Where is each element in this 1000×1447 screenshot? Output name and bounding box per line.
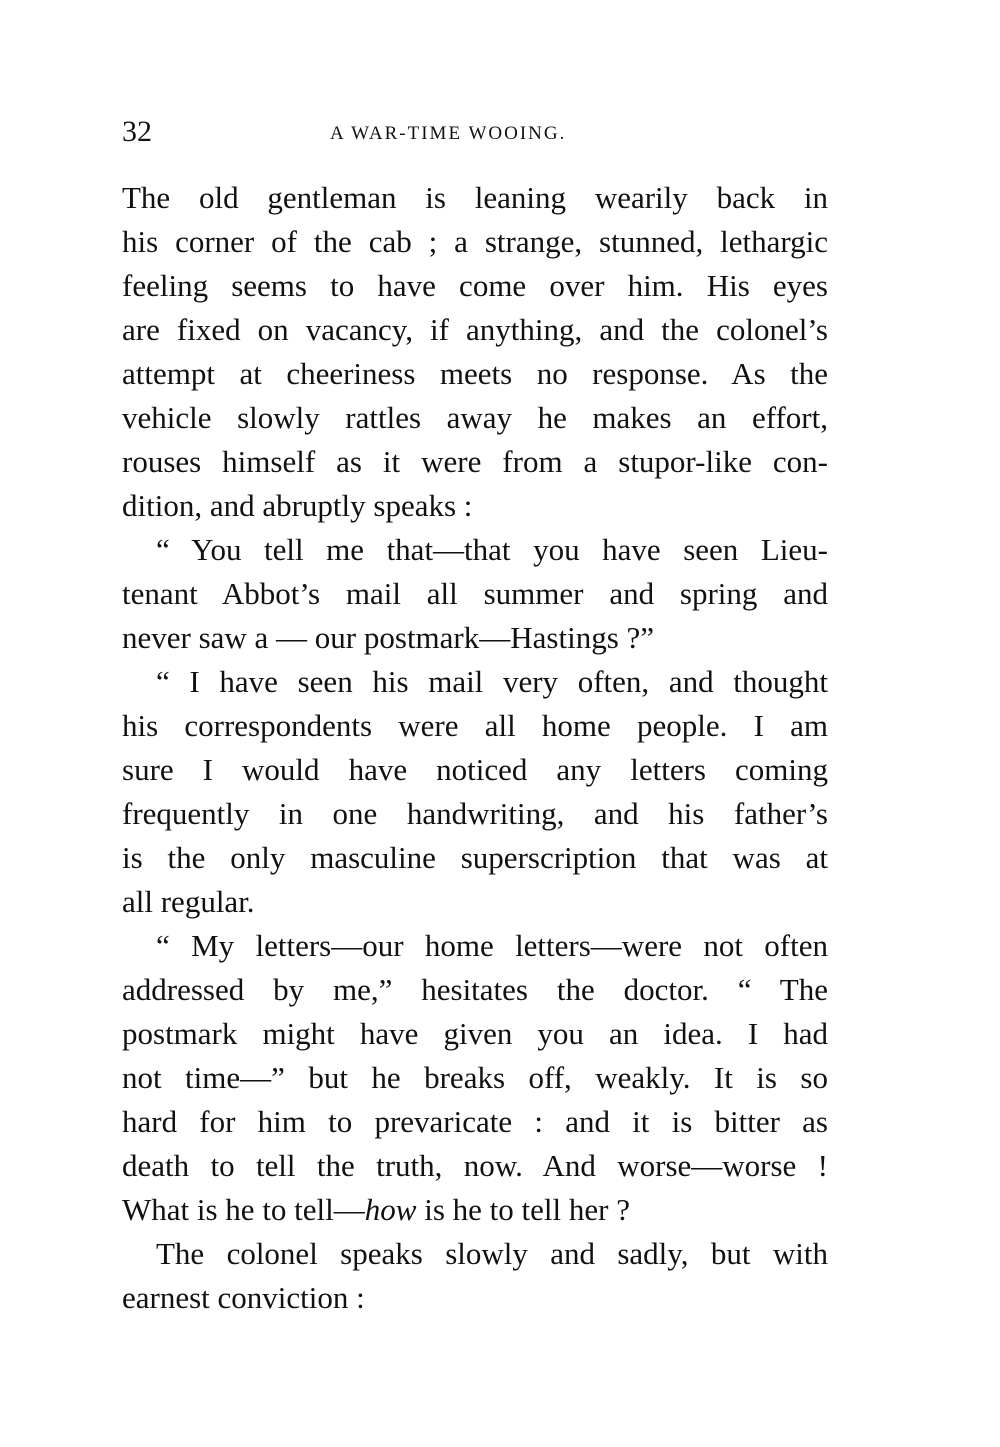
text-line: tenant Abbot’s mail all summer and spring and: [122, 576, 828, 611]
text-line: sure I would have noticed any letters coming: [122, 752, 828, 787]
body-text: [122, 176, 828, 1320]
text-line: his correspondents were all home people. I am: [122, 708, 828, 743]
text-line: rouses himself as it were from a stupor-like con-: [122, 444, 828, 479]
text-line: attempt at cheeriness meets no response. As the: [122, 356, 828, 391]
text-line: not time—” but he breaks off, weakly. It is so: [122, 1060, 828, 1095]
page-number: 32: [122, 115, 152, 148]
text-line: [122, 1188, 828, 1232]
text-line: postmark might have given you an idea. I had: [122, 1016, 828, 1051]
text-line: “ My letters—our home letters—were not often: [156, 928, 828, 963]
text-line: is the only masculine superscription that was at: [122, 840, 828, 875]
text-segment: What is he to tell—: [122, 1192, 365, 1227]
text-line: addressed by me,” hesitates the doctor. “ The: [122, 972, 828, 1007]
text-line: dition, and abruptly speaks :: [122, 488, 473, 523]
text-line: The colonel speaks slowly and sadly, but with: [156, 1236, 828, 1271]
text-line: earnest conviction :: [122, 1280, 365, 1315]
text-line: vehicle slowly rattles away he makes an effort,: [122, 400, 828, 435]
text-segment: is he to tell her ?: [416, 1192, 630, 1227]
italic-word: how: [364, 1192, 417, 1227]
text-line: are fixed on vacancy, if anything, and the colonel’s: [122, 312, 828, 347]
text-line: The old gentleman is leaning wearily back in: [122, 180, 828, 215]
text-line: hard for him to prevaricate : and it is bitter as: [122, 1104, 828, 1139]
text-line: never saw a — our postmark—Hastings ?”: [122, 620, 655, 655]
text-line: frequently in one handwriting, and his father’s: [122, 796, 828, 831]
running-head: [122, 112, 828, 152]
text-line: feeling seems to have come over him. His eyes: [122, 268, 828, 303]
text-line: his corner of the cab ; a strange, stunned, lethargic: [122, 224, 828, 259]
text-line: “ I have seen his mail very often, and thought: [156, 664, 828, 699]
text-line: all regular.: [122, 884, 255, 919]
text-line: death to tell the truth, now. And worse—worse !: [122, 1148, 828, 1183]
running-title: A WAR-TIME WOOING.: [330, 123, 567, 144]
text-line: “ You tell me that—that you have seen Lieu-: [156, 532, 828, 567]
